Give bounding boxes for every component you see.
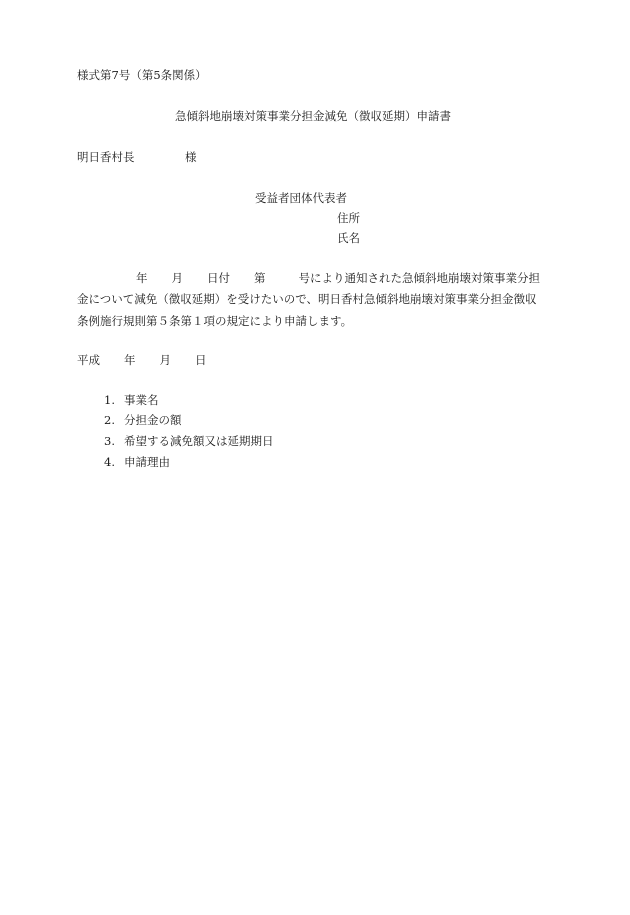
- item-label: 申請理由: [124, 455, 170, 469]
- list-item: [104, 436, 274, 448]
- body-line-1-text: 号により通知された急傾斜地崩壊対策事業分担: [298, 271, 540, 285]
- item-number: 2.: [104, 413, 115, 427]
- name-label: 氏名: [337, 231, 360, 245]
- addressee-honorific: 様: [185, 150, 197, 164]
- body-line-3: 条例施行規則第５条第１項の規定により申請します。: [77, 314, 353, 328]
- date-year-label: 年: [124, 353, 136, 367]
- form-number: 様式第7号（第5条関係）: [77, 68, 207, 82]
- list-item: [104, 415, 182, 427]
- list-item: [104, 395, 159, 407]
- item-number: 1.: [104, 393, 115, 407]
- item-label: 希望する減免額又は延期期日: [124, 434, 274, 448]
- notice-year-label: 年: [136, 271, 148, 285]
- document-title: 急傾斜地崩壊対策事業分担金減免（徴収延期）申請書: [175, 109, 451, 123]
- date-era: 平成: [77, 353, 100, 367]
- item-label: 事業名: [124, 393, 159, 407]
- date-month-label: 月: [159, 353, 171, 367]
- body-line-2: 金について減免（徴収延期）を受けたいので、明日香村急傾斜地崩壊対策事業分担金徴収: [77, 292, 537, 306]
- notice-day-label: 日付: [207, 271, 230, 285]
- applicant-label: 受益者団体代表者: [255, 191, 347, 205]
- body-line-1: [77, 273, 540, 285]
- address-label: 住所: [337, 211, 360, 225]
- item-number: 4.: [104, 455, 115, 469]
- item-number: 3.: [104, 434, 115, 448]
- application-date-line: [77, 355, 207, 367]
- notice-month-label: 月: [171, 271, 183, 285]
- item-label: 分担金の額: [124, 413, 182, 427]
- list-item: [104, 457, 170, 469]
- addressee-name: 明日香村長: [77, 150, 135, 164]
- addressee-line: [77, 152, 197, 164]
- notice-number-prefix: 第: [254, 271, 266, 285]
- date-day-label: 日: [195, 353, 207, 367]
